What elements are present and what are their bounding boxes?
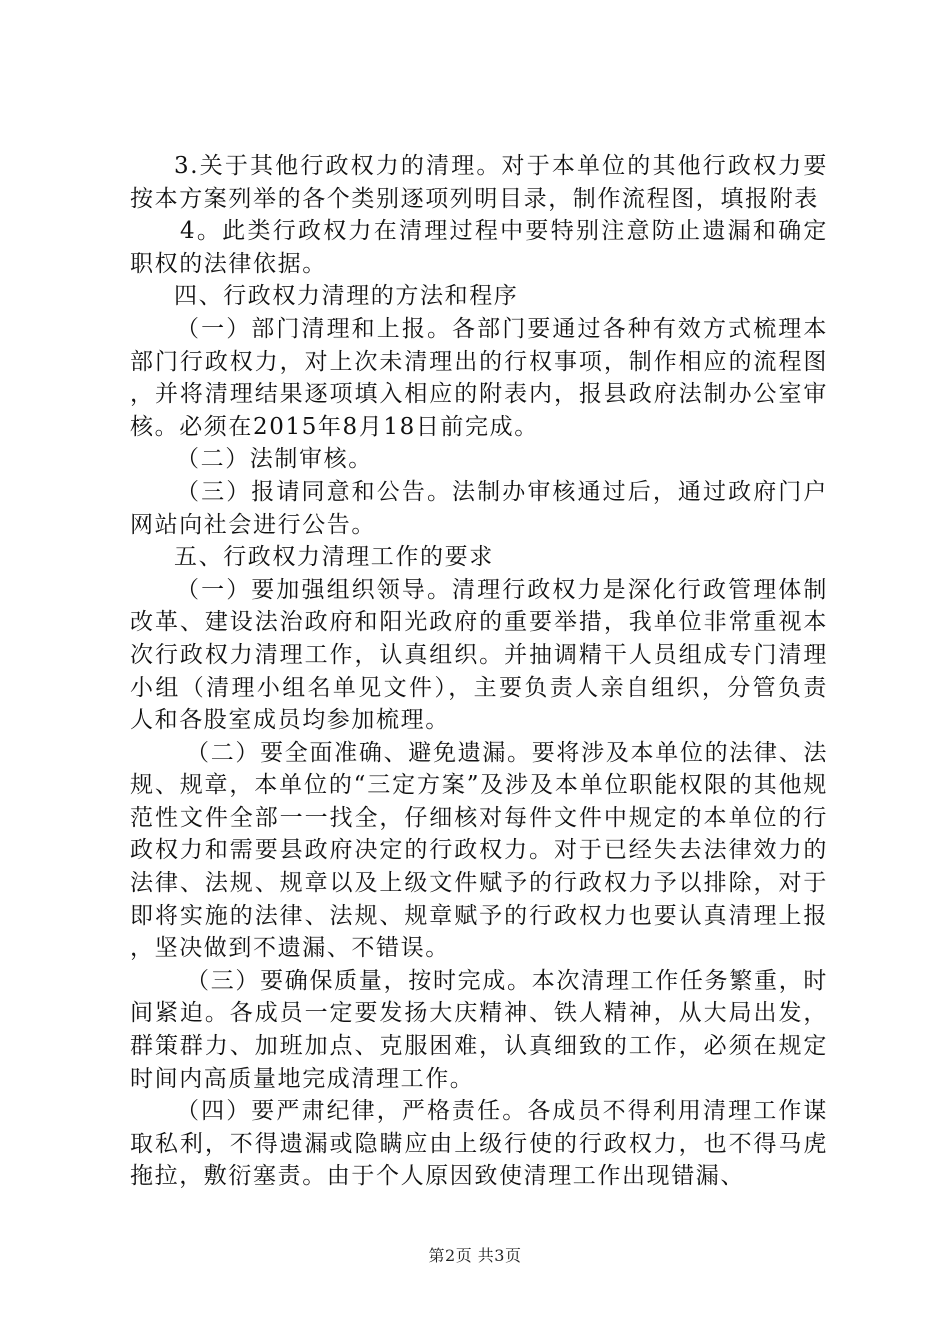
paragraph-discipline: （四）要严肃纪律，严格责任。各成员不得利用清理工作谋取私利，不得遗漏或隐瞒应由上级行使的行政权力，也不得马虎拖拉，敷衍塞责。由于个人原因致使清理工作出现错漏、 (130, 1098, 828, 1190)
document-body (130, 150, 828, 1193)
section-heading-methods: 四、行政权力清理的方法和程序 (174, 283, 519, 310)
paragraph-other-powers: 3.关于其他行政权力的清理。对于本单位的其他行政权力要按本方案列举的各个类别逐项列明目录，制作流程图，填报附表 (130, 153, 828, 212)
paragraph-approval-announcement: （三）报请同意和公告。法制办审核通过后，通过政府门户网站向社会进行公告。 (130, 478, 828, 538)
paragraph-quality: （三）要确保质量，按时完成。本次清理工作任务繁重，时间紧迫。各成员一定要发扬大庆精神、铁人精神，从大局出发，群策群力、加班加点、克服困难，认真细致的工作，必须在规定时间内高质量地完成清理工作。 (130, 967, 828, 1092)
section-heading-requirements: 五、行政权力清理工作的要求 (174, 544, 494, 571)
page-footer: 第2页 共3页 (428, 1246, 522, 1265)
paragraph-legal-review: （二）法制审核。 (176, 446, 373, 473)
paragraph-accuracy: （二）要全面准确、避免遗漏。要将涉及本单位的法律、法规、规章，本单位的“三定方案”及涉及本单位职能权限的其他规范性文件全部一一找全，仔细核对每件文件中规定的本单位的行政权力和需要县政府决定的行政权力。对于已经失去法律效力的法律、法规、规章以及上级文件赋予的行政权力予以排除，对于即将实施的法律、法规、规章赋予的行政权力也要认真清理上报，坚决做到不遗漏、不错误。 (130, 739, 828, 962)
paragraph-leadership: （一）要加强组织领导。清理行政权力是深化行政管理体制改革、建设法治政府和阳光政府的重要举措，我单位非常重视本次行政权力清理工作，认真组织。并抽调精干人员组成专门清理小组（清理小组名单见文件），主要负责人亲自组织，分管负责人和各股室成员均参加梳理。 (130, 576, 828, 734)
paragraph-legal-basis: 4。此类行政权力在清理过程中要特别注意防止遗漏和确定职权的法律依据。 (130, 218, 828, 277)
paragraph-department-review: （一）部门清理和上报。各部门要通过各种有效方式梳理本部门行政权力，对上次未清理出的行权事项，制作相应的流程图，并将清理结果逐项填入相应的附表内，报县政府法制办公室审核。必须在2015年8月18日前完成。 (130, 315, 828, 440)
